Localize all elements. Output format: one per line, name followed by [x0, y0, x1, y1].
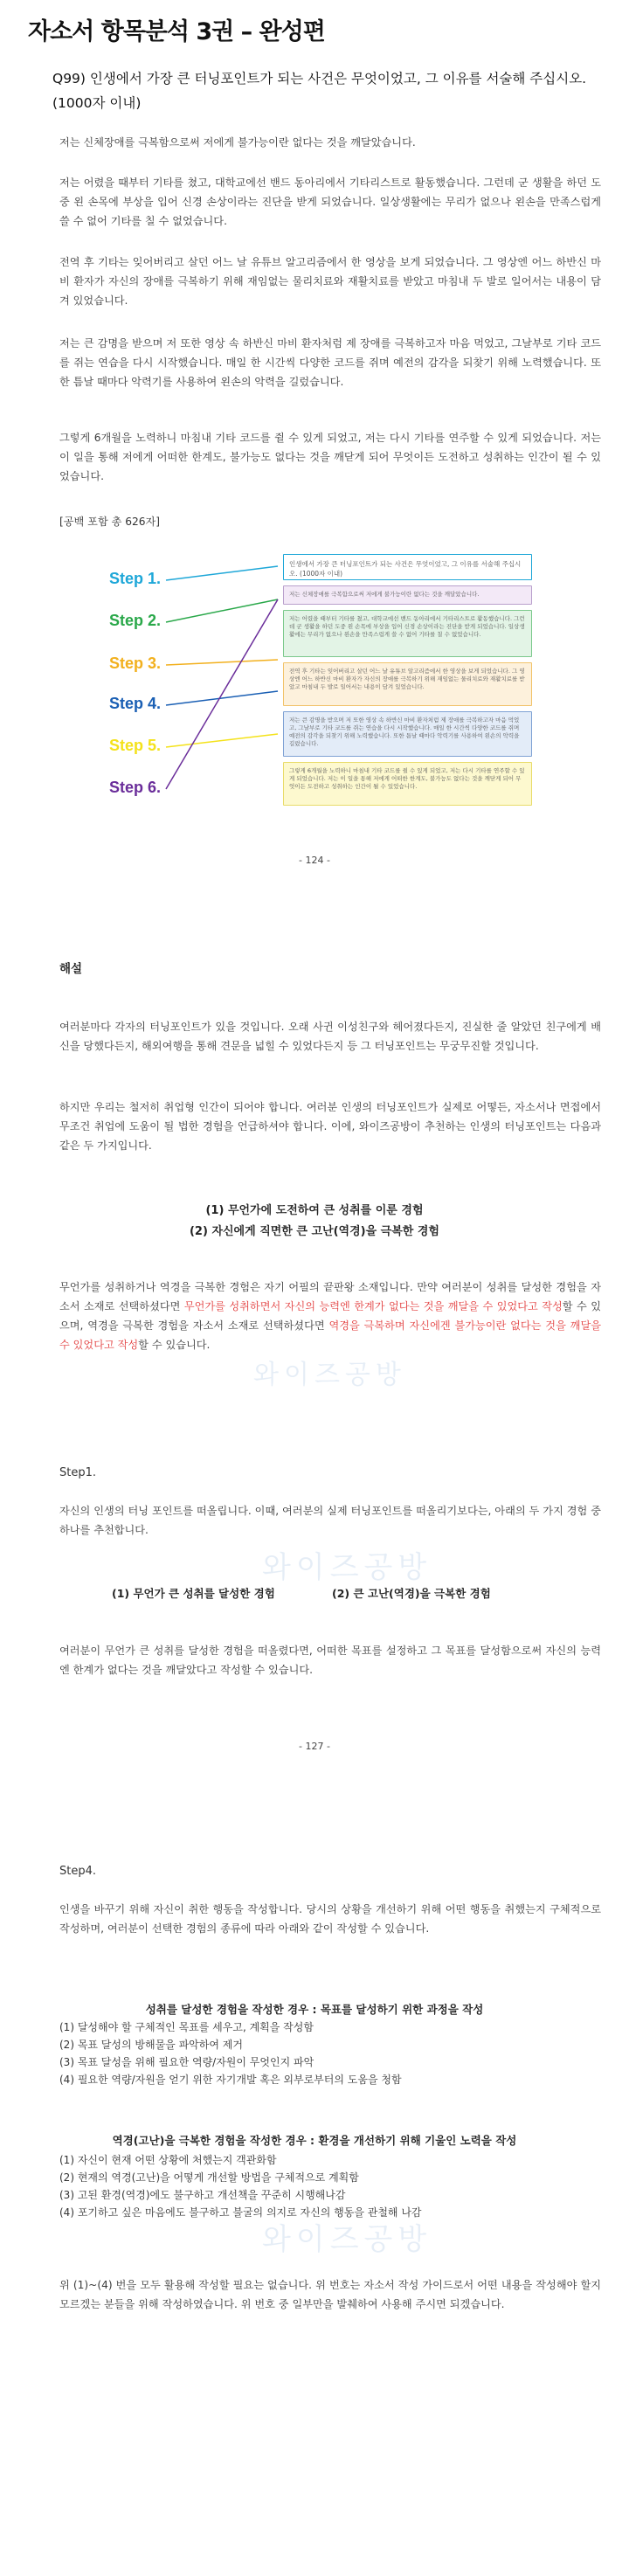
step1-option-2: (2) 큰 고난(역경)을 극복한 경험 — [332, 1587, 491, 1600]
list2-item-2: (2) 현재의 역경(고난)을 어떻게 개선할 방법을 구체적으로 계획함 — [59, 2171, 359, 2184]
explanation-paragraph-2: 하지만 우리는 철저히 취업형 인간이 되어야 합니다. 여러분 인생의 터닝포인트가 실제로 어떻든, 자소서나 면접에서 무조건 취업에 도움이 될 법한 경험을 언급하셔야 합니다. 이에, 와이즈공방이 추천하는 인생의 터닝포인트는 다음과 같은 두 가지입니다. — [59, 1101, 601, 1152]
watermark-1: 와이즈공방 — [253, 1360, 406, 1390]
diagram-box-4: 저는 큰 감명을 받으며 저 또한 영상 속 하반신 마비 환자처럼 제 장애를 극복하고자 마음 먹었고, 그날부로 기타 코드를 쥐는 연습을 다시 시작했습니다. 매일 한 시간씩 다양한 코드를 쥐며 예전의 감각을 되찾기 위해 노력했습니다. 또한 틈날 때마다 악력기를 사용하여 왼손의 악력을 길렀습니다. — [283, 711, 532, 757]
connector-line-6 — [166, 599, 278, 789]
document-title: 자소서 항목분석 3권 – 완성편 — [28, 18, 325, 45]
step-label-1: Step 1. — [109, 570, 162, 587]
list2-item-1: (1) 자신이 현재 어떤 상황에 처했는지 객관화함 — [59, 2154, 277, 2166]
diagram-box-3: 전역 후 기타는 잊어버리고 살던 어느 날 유튜브 알고리즘에서 한 영상을 보게 되었습니다. 그 영상엔 어느 하반신 마비 환자가 자신의 장애를 극복하기 위해 재임없는 물리치료와 재활치료를 받았고 마침내 두 발로 일어서는 내용이 담겨 있었습니다. — [283, 662, 532, 706]
answer-paragraph-1: 저는 신체장애를 극복함으로써 저에게 불가능이란 없다는 것을 깨달았습니다. — [59, 136, 416, 149]
page-number-127: - 127 - — [299, 1741, 330, 1752]
list1 — [59, 2019, 601, 2088]
step-diagram — [0, 549, 629, 837]
step-label-4: Step 4. — [109, 695, 162, 712]
answer-paragraph-2: 저는 어렸을 때부터 기타를 쳤고, 대학교에선 밴드 동아리에서 기타리스트로 활동했습니다. 그런데 군 생활을 하던 도중 왼 손목에 부상을 입어 신경 손상이라는 진단을 받게 되었습니다. 일상생활에는 무리가 없으나 왼손을 만족스럽게 쓸 수 없어 기타를 칠 수 없었습니다. — [59, 177, 601, 227]
connector-line-3 — [166, 660, 278, 665]
diagram-box-1: 저는 신체장애를 극복함으로써 저에게 불가능이란 없다는 것을 깨달았습니다. — [283, 585, 532, 605]
connector-line-5 — [166, 734, 278, 747]
list1-title: 성취를 달성한 경험을 작성한 경우 : 목표를 달성하기 위한 과정을 작성 — [145, 2003, 484, 2016]
diagram-box-question: 인생에서 가장 큰 터닝포인트가 되는 사건은 무엇이었고, 그 이유를 서술해 주십시오. (1000자 이내) — [283, 554, 532, 580]
answer-paragraph-5: 그렇게 6개월을 노력하니 마침내 기타 코드를 쥘 수 있게 되었고, 저는 다시 기타를 연주할 수 있게 되었습니다. 저는 이 일을 통해 저에게 어떠한 한계도, 불가능도 없다는 것을 깨닫게 되어 무엇이든 도전하고 성취하는 인간이 될 수 있었습니다. — [59, 432, 601, 482]
page-number-124: - 124 - — [299, 855, 330, 866]
explanation-heading: 해설 — [59, 962, 83, 976]
connector-line-2 — [166, 599, 278, 622]
turning-point-1: (1) 무언가에 도전하여 큰 성취를 이룬 경험 — [205, 1204, 424, 1217]
list1-item-1: (1) 달성해야 할 구체적인 목표를 세우고, 계획을 작성함 — [59, 2021, 314, 2033]
answer-paragraph-4: 저는 큰 감명을 받으며 저 또한 영상 속 하반신 마비 환자처럼 제 장애를 극복하고자 마음 먹었고, 그날부로 기타 코드를 쥐는 연습을 다시 시작했습니다. 매일 한 시간씩 다양한 코드를 쥐며 예전의 감각을 되찾기 위해 노력했습니다. 또한 틈날 때마다 악력기를 사용하여 왼손의 악력을 길렀습니다. — [59, 337, 601, 388]
answer-paragraph-3: 전역 후 기타는 잊어버리고 살던 어느 날 유튜브 알고리즘에서 한 영상을 보게 되었습니다. 그 영상엔 어느 하반신 마비 환자가 자신의 장애를 극복하기 위해 재임없는 물리치료와 재활치료를 받았고 마침내 두 발로 일어서는 내용이 담겨 있었습니다. — [59, 256, 601, 307]
list1-item-4: (4) 필요한 역량/자원을 얻기 위한 자기개발 혹은 외부로부터의 도움을 청함 — [59, 2074, 402, 2086]
para3-text-2: 할 수 있으며, 역경을 극복한 경험을 자소서 소재로 선택하셨다면 — [59, 1300, 601, 1332]
list2-title: 역경(고난)을 극복한 경험을 작성한 경우 : 환경을 개선하기 위해 기울인 노력을 작성 — [112, 2134, 517, 2147]
step1-option-1: (1) 무언가 큰 성취를 달성한 경험 — [112, 1587, 275, 1600]
list2-item-3: (3) 고된 환경(역경)에도 불구하고 개선책을 꾸준히 시행해나감 — [59, 2189, 346, 2201]
para3-text-3: 할 수 있습니다. — [138, 1339, 211, 1351]
list2-item-4: (4) 포기하고 싶은 마음에도 불구하고 불굴의 의지로 자신의 행동을 관철해 나감 — [59, 2206, 422, 2219]
para3-text-1: 무언가를 성취하거나 역경을 극복한 경험은 자기 어필의 끝판왕 소재입니다. 만약 여러분이 성취를 달성한 경험을 자소서 소재로 선택하셨다면 — [59, 1281, 601, 1312]
explanation-paragraph-1: 여러분마다 각자의 터닝포인트가 있을 것입니다. 오래 사귄 이성친구와 헤어졌다든지, 진실한 줄 알았던 친구에게 배신을 당했다든지, 해외여행을 통해 견문을 넓힐 수 있었다든지 등 그 터닝포인트는 무궁무진할 것입니다. — [59, 1021, 601, 1052]
final-text: 위 (1)~(4) 번을 모두 활용해 작성할 필요는 없습니다. 위 번호는 자소서 작성 가이드로서 어떤 내용을 작성해야 할지 모르겠는 분들을 위해 작성하였습니다. 위 번호 중 일부만을 발췌하여 사용해 주시면 되겠습니다. — [59, 2279, 601, 2310]
step1-heading: Step1. — [59, 1466, 97, 1479]
list2 — [59, 2151, 601, 2221]
list1-item-3: (3) 목표 달성을 위해 필요한 역량/자원이 무엇인지 파악 — [59, 2056, 314, 2068]
diagram-box-5: 그렇게 6개월을 노력하니 마침내 기타 코드를 쥘 수 있게 되었고, 저는 다시 기타를 연주할 수 있게 되었습니다. 저는 이 일을 통해 저에게 어떠한 한계도, 불가능도 없다는 것을 깨닫게 되어 무엇이든 도전하고 성취하는 인간이 될 수 있었습니다. — [283, 762, 532, 806]
explanation-paragraph-3 — [59, 1278, 601, 1354]
step1-text: 자신의 인생의 터닝 포인트를 떠올립니다. 이때, 여러분의 실제 터닝포인트를 떠올리기보다는, 아래의 두 가지 경험 중 하나를 추천합니다. — [59, 1505, 601, 1536]
step4-text: 인생을 바꾸기 위해 자신이 취한 행동을 작성합니다. 당시의 상황을 개선하기 위해 어떤 행동을 취했는지 구체적으로 작성하며, 여러분이 선택한 경험의 종류에 따라 아래와 같이 작성할 수 있습니다. — [59, 1903, 601, 1935]
question-text: Q99) 인생에서 가장 큰 터닝포인트가 되는 사건은 무엇이었고, 그 이유를 서술해 주십시오. (1000자 이내) — [52, 71, 587, 111]
watermark-2: 와이즈공방 — [262, 1550, 432, 1585]
step-label-2: Step 2. — [109, 612, 162, 629]
step4-heading: Step4. — [59, 1865, 97, 1878]
turning-point-2: (2) 자신에게 직면한 큰 고난(역경)을 극복한 경험 — [189, 1225, 439, 1238]
para3-highlight-1: 무언가를 성취하면서 자신의 능력엔 한계가 없다는 것을 깨달을 수 있었다고 작성 — [183, 1300, 563, 1312]
character-count: [공백 포함 총 626자] — [59, 516, 161, 528]
step1-text-2: 여러분이 무언가 큰 성취를 달성한 경험을 떠올렸다면, 어떠한 목표를 설정하고 그 목표를 달성함으로써 자신의 능력엔 한계가 없다는 것을 깨달았다고 작성할 수 있습니다. — [59, 1645, 601, 1676]
step-label-6: Step 6. — [109, 779, 162, 796]
para3-highlight-2: 역경을 극복하며 자신에겐 불가능이란 없다는 것을 깨달을 수 있었다고 작성 — [59, 1319, 601, 1351]
connector-line-1 — [166, 566, 278, 580]
watermark-3: 와이즈공방 — [262, 2222, 432, 2257]
diagram-box-2: 저는 어렸을 때부터 기타를 쳤고, 대학교에선 밴드 동아리에서 기타리스트로 활동했습니다. 그런데 군 생활을 하던 도중 왼 손목에 부상을 입어 신경 손상이라는 진단을 받게 되었습니다. 일상생활에는 무리가 없으나 왼손을 만족스럽게 쓸 수 없어 기타를 칠 수 없었습니다. — [283, 610, 532, 657]
step-label-3: Step 3. — [109, 654, 162, 672]
step-label-5: Step 5. — [109, 737, 162, 754]
list1-item-2: (2) 목표 달성의 방해물을 파악하여 제거 — [59, 2039, 243, 2051]
